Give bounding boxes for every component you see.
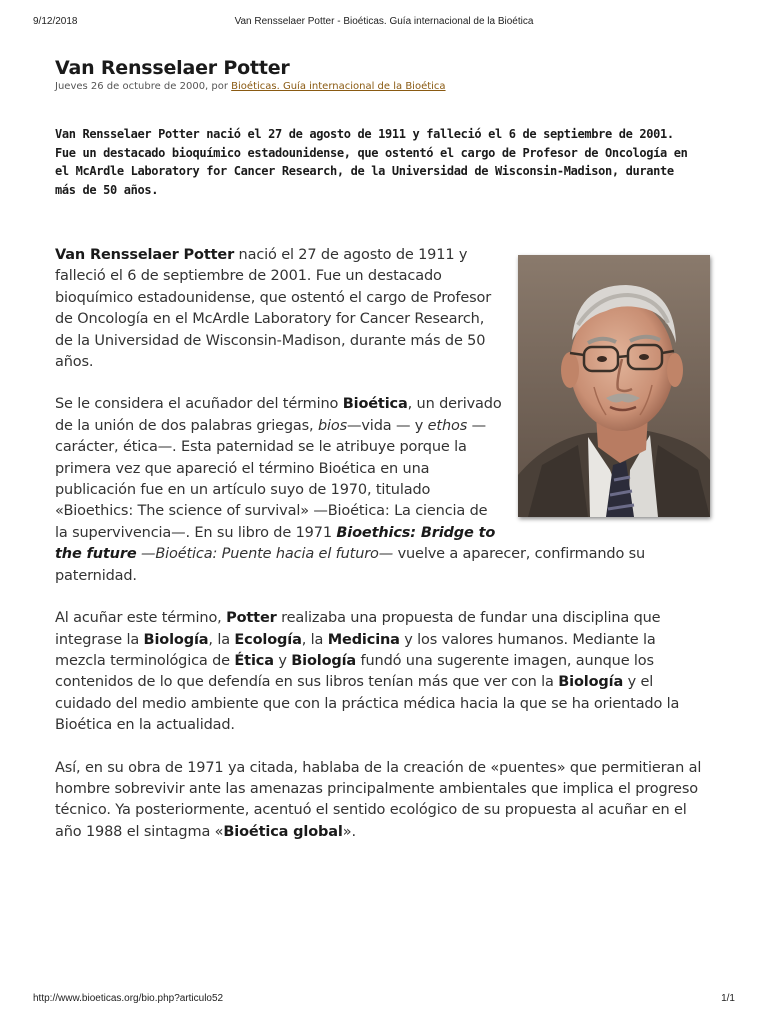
- p2-t4: —carácter, ética—. Esta paternidad se le atribuye porque la primera vez que apareció el término Bioética en una publicación fue en un artículo suyo de 1970, titulado «Bioethics: The science of survival» —Bioética: La ciencia de la supervivencia—. En su libro de 1971: [55, 417, 488, 541]
- print-page-title: Van Rensselaer Potter - Bioéticas. Guía internacional de la Bioética: [234, 16, 534, 27]
- paragraph-4: [55, 758, 710, 844]
- article-header: [55, 56, 701, 199]
- p2-term-bios: bios: [317, 417, 348, 434]
- portrait-photo: [518, 255, 710, 517]
- p3-t1: Al acuñar este término,: [55, 610, 227, 627]
- p3-biologia-2: Biología: [291, 652, 357, 669]
- article-body: [55, 245, 710, 864]
- p4-t1: Así, en su obra de 1971 ya citada, hablaba de la creación de «puentes» que permitieran al hombre sobrevivir ante las amenazas principalmente ambientales que implica el progreso técnico. Ya posteriormente, acentuó el sentido ecológico de su propuesta al acuñar en el año 1988 el sintagma «: [55, 759, 702, 840]
- p3-t3: , la: [208, 631, 235, 648]
- print-url: http://www.bioeticas.org/bio.php?articulo52: [33, 993, 224, 1004]
- p3-t5: y los valores humanos. Mediante la mezcla terminológica de: [55, 631, 656, 669]
- p2-book-title: Bioethics: Bridge to the future: [55, 524, 496, 563]
- p2-book-translation: —Bioética: Puente hacia el futuro—: [140, 546, 394, 563]
- p2-t6: vuelve a aparecer, confirmando su paternidad.: [55, 546, 646, 584]
- p4-bioetica-global: Bioética global: [223, 823, 343, 840]
- byline-link[interactable]: Bioéticas. Guía internacional de la Bioética: [231, 81, 446, 92]
- print-date: 9/12/2018: [33, 16, 78, 27]
- p3-biologia: Biología: [143, 631, 209, 648]
- byline-prefix: Jueves 26 de octubre de 2000, por: [55, 81, 232, 92]
- p2-term-bioetica: Bioética: [342, 396, 408, 413]
- p4-t2: ».: [342, 823, 356, 840]
- article-summary: Van Rensselaer Potter nació el 27 de agosto de 1911 y falleció el 6 de septiembre de 2001. Fue un destacado bioquímico estadounidense, que ostentó el cargo de Profesor de Oncología en el McArdle Laboratory for Cancer Research, de la Universidad de Wisconsin-Madison, durante más de 50 años.: [55, 127, 688, 197]
- p3-ecologia: Ecología: [234, 631, 302, 648]
- p3-t7: fundó una sugerente imagen, aunque los contenidos de lo que defendía en sus libros tenían más que ver con la: [55, 652, 654, 691]
- paragraph-3: [55, 608, 710, 736]
- print-header: [0, 16, 768, 32]
- print-footer: [0, 993, 768, 1007]
- p2-t1: Se le considera el acuñador del término: [55, 396, 343, 413]
- article-byline: [55, 80, 701, 94]
- p2-t2: , un derivado de la unión de dos palabras griegas,: [55, 396, 502, 434]
- p3-etica: Ética: [234, 652, 274, 669]
- p3-potter: Potter: [226, 610, 277, 627]
- p3-biologia-3: Biología: [558, 674, 624, 691]
- p3-medicina: Medicina: [327, 631, 400, 648]
- p1-text: nació el 27 de agosto de 1911 y falleció el 6 de septiembre de 2001. Fue un destacado bioquímico estadounidense, que ostentó el cargo de Profesor de Oncología en el McArdle Laboratory for Cancer Research, de la Universidad de Wisconsin-Madison, durante más de 50 años.: [55, 247, 492, 371]
- portrait-image: [518, 255, 710, 517]
- p3-t4: , la: [301, 631, 328, 648]
- p1-name: Van Rensselaer Potter: [55, 247, 235, 263]
- p3-t2: realizaba una propuesta de fundar una disciplina que integrase la: [55, 610, 661, 648]
- print-page-number: 1/1: [721, 993, 735, 1004]
- p2-t3: —vida — y: [347, 417, 428, 434]
- p3-t6: y: [273, 652, 292, 669]
- p2-term-ethos: ethos: [427, 417, 468, 434]
- article-title: Van Rensselaer Potter: [55, 57, 290, 79]
- p3-t8: y el cuidado del medio ambiente que con la práctica médica hacia la que se ha orientado la Bioética en la actualidad.: [55, 674, 680, 734]
